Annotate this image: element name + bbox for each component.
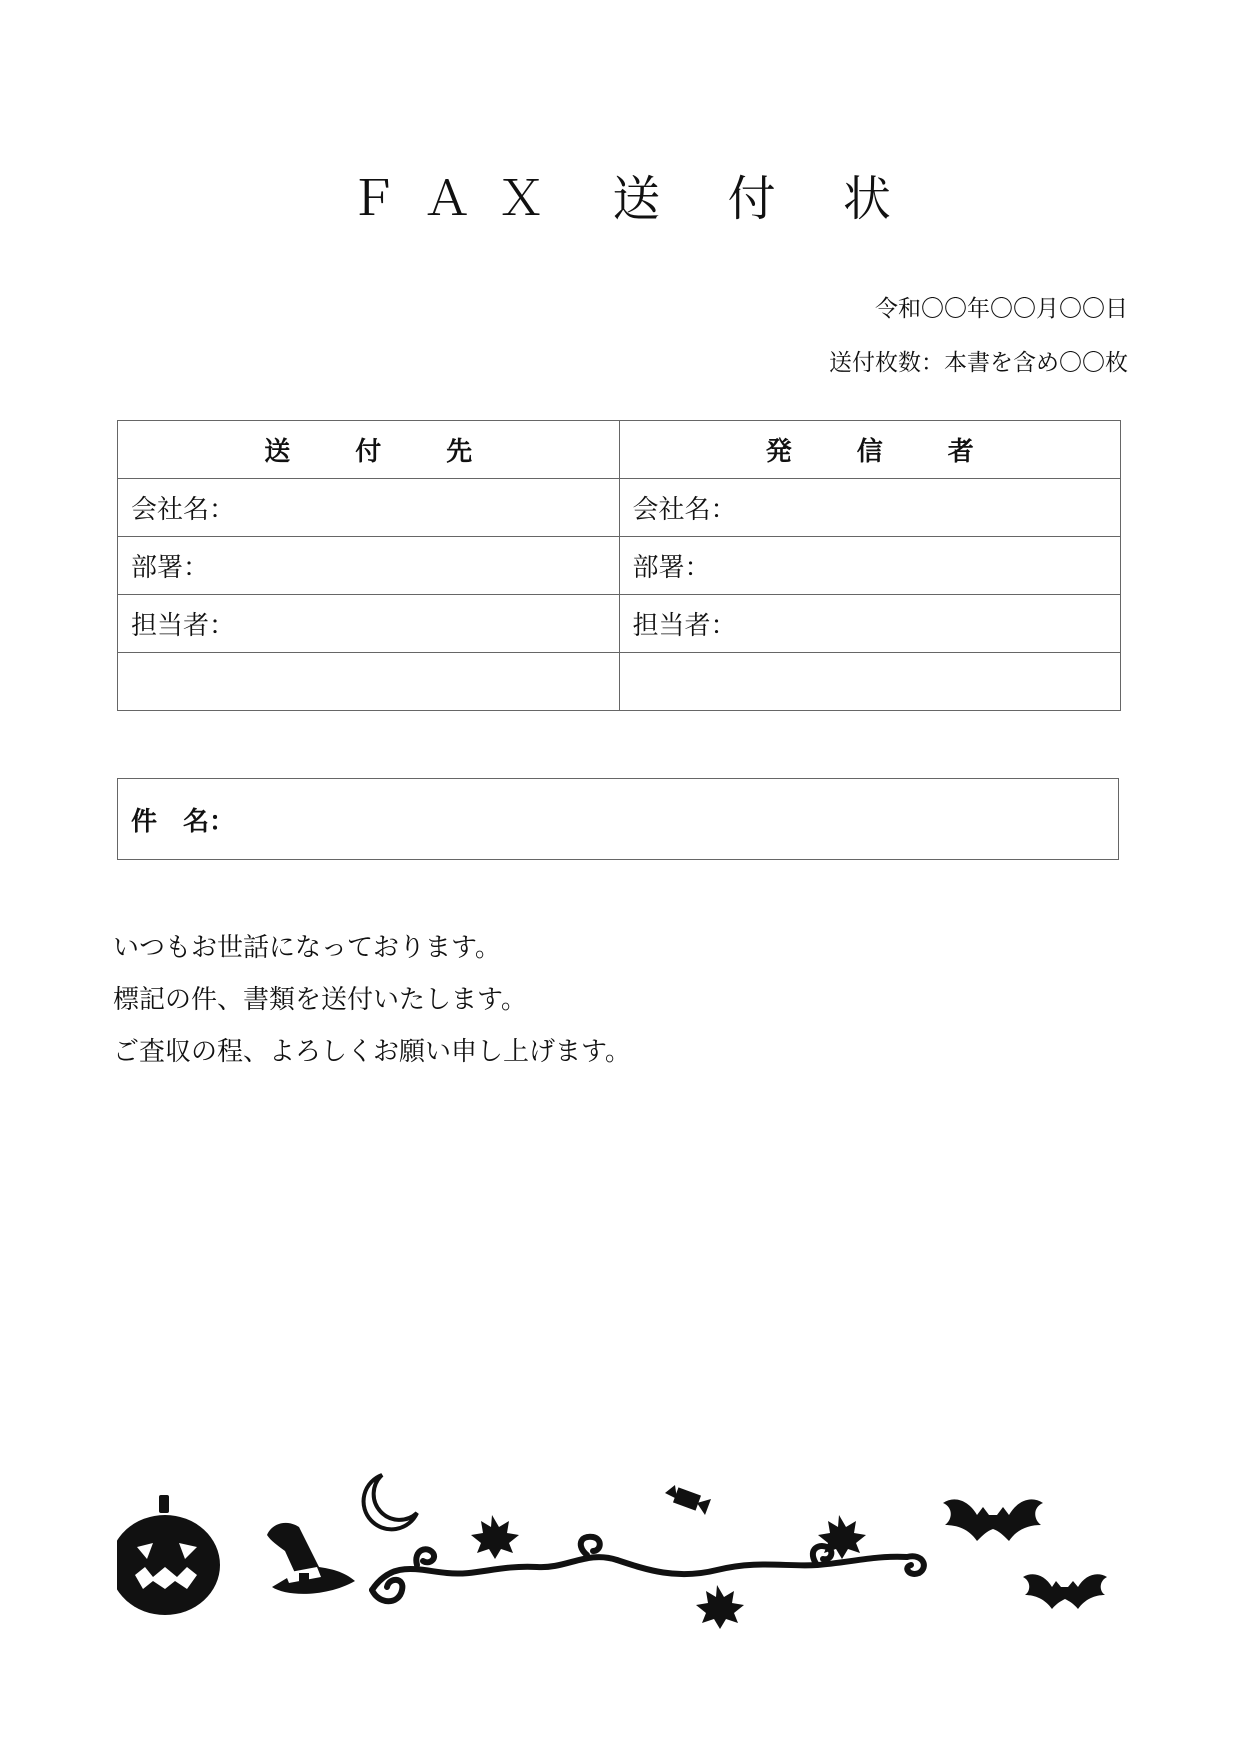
recipient-department-field[interactable]: 部署：: [118, 537, 620, 595]
date-line: 令和〇〇年〇〇月〇〇日: [875, 296, 1128, 322]
sender-company-field[interactable]: 会社名：: [619, 479, 1121, 537]
bat-icon: [943, 1499, 1107, 1609]
page-title: ＦＡＸ 送 付 状: [349, 171, 917, 227]
table-row: [118, 595, 1121, 653]
sender-extra-field[interactable]: [619, 653, 1121, 711]
sender-department-field[interactable]: 部署：: [619, 537, 1121, 595]
table-header-row: [118, 421, 1121, 479]
crescent-moon-icon: [364, 1475, 417, 1529]
subject-field[interactable]: [117, 778, 1119, 860]
page-count-line: 送付枚数：本書を含め〇〇枚: [829, 350, 1128, 376]
table-row: [118, 653, 1121, 711]
subject-label: 件 名：: [131, 806, 236, 837]
sender-header: 発 信 者: [619, 421, 1121, 479]
candy-icon: [665, 1485, 711, 1515]
recipient-extra-field[interactable]: [118, 653, 620, 711]
message-line: いつもお世話になっております。: [113, 933, 501, 963]
party-table: [117, 420, 1121, 711]
message-line: 標記の件、書類を送付いたします。: [113, 985, 527, 1015]
table-row: [118, 479, 1121, 537]
witch-hat-icon: [267, 1523, 355, 1594]
message-body: [113, 922, 631, 1078]
recipient-company-field[interactable]: 会社名：: [118, 479, 620, 537]
pumpkin-icon: [117, 1495, 220, 1615]
message-line: ご査収の程、よろしくお願い申し上げます。: [113, 1037, 631, 1067]
sender-person-field[interactable]: 担当者：: [619, 595, 1121, 653]
recipient-person-field[interactable]: 担当者：: [118, 595, 620, 653]
halloween-decoration: [117, 1455, 1127, 1635]
table-row: [118, 537, 1121, 595]
recipient-header: 送 付 先: [118, 421, 620, 479]
